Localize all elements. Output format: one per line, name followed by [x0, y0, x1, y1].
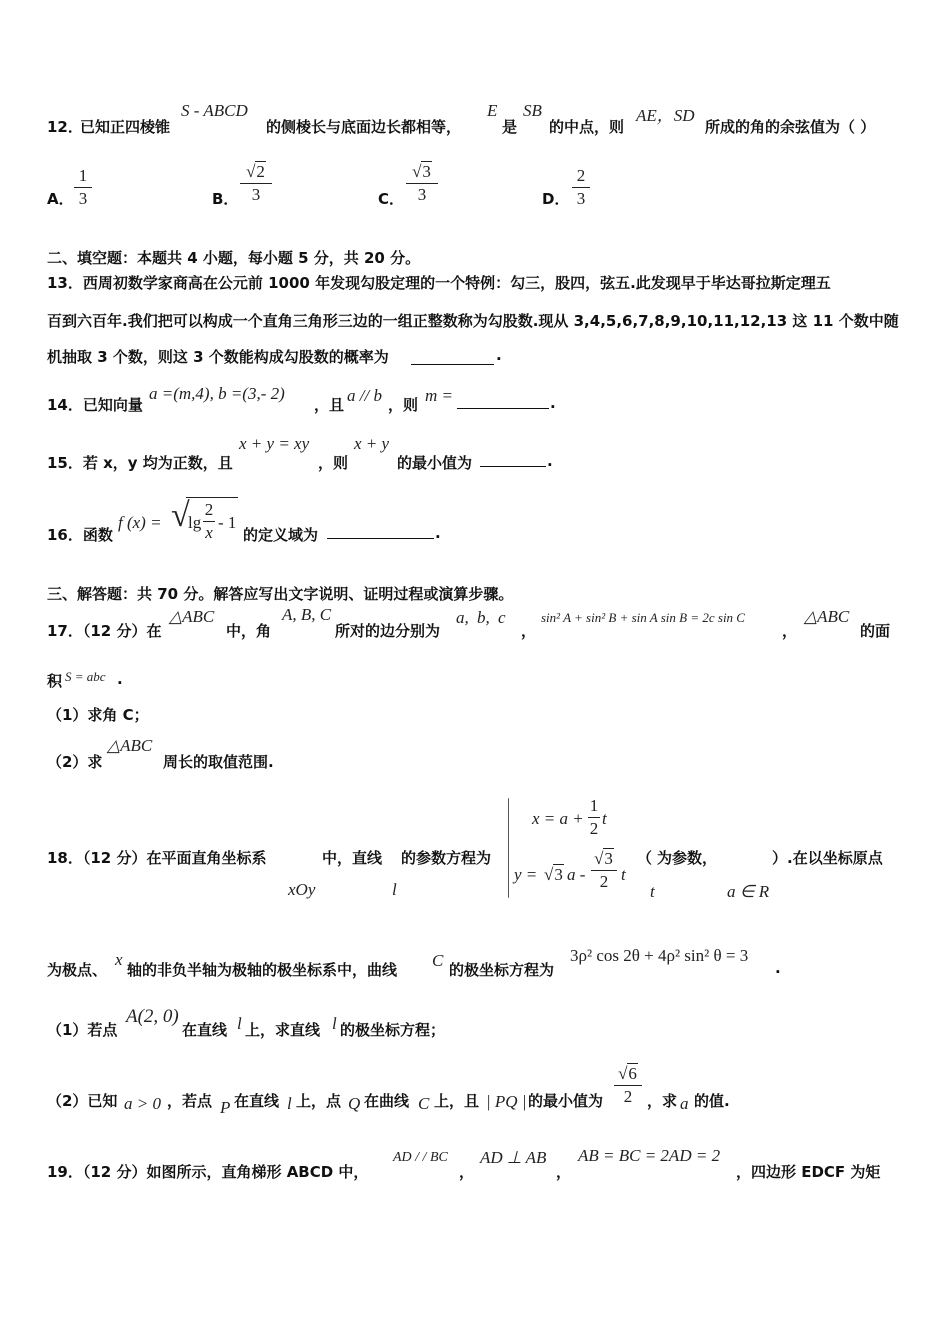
option-d-label[interactable]: D． [542, 190, 570, 208]
sqrt-expression: √3 [544, 865, 563, 884]
question-text: ，则 [388, 396, 419, 414]
option-c-fraction: √3 3 [406, 162, 438, 205]
question-text: 中，角 [226, 622, 272, 640]
math-l: l [237, 1014, 242, 1033]
question-text: 为极点、 [47, 961, 108, 979]
question-text: 所对的边分别为 [335, 622, 441, 640]
question-text: ，四边形 EDCF 为矩 [736, 1163, 881, 1181]
fraction: 2 x [204, 500, 214, 542]
punctuation: . [550, 394, 556, 412]
punctuation: ， [556, 1163, 572, 1181]
math-t: t [621, 865, 626, 884]
question-text: 轴的非负半轴为极轴的极坐标系中，曲线 [127, 961, 398, 979]
sub-question: ，求 [647, 1092, 678, 1110]
option-b-label[interactable]: B． [212, 190, 239, 208]
math-expression: a > 0 [124, 1094, 161, 1113]
section-heading: 三、解答题：共 70 分。解答应写出文字说明、证明过程或演算步骤。 [47, 585, 514, 603]
math-expression: a // b [347, 386, 382, 405]
brace-icon [508, 798, 509, 898]
punctuation: （ [637, 849, 653, 867]
equation-y: y = [514, 865, 538, 884]
punctuation: . [117, 670, 123, 688]
answer-blank[interactable] [480, 450, 546, 467]
sub-question: 在直线 [234, 1092, 280, 1110]
sub-question: 在直线 [182, 1021, 228, 1039]
math-expression: AD ⊥ AB [480, 1148, 547, 1167]
question-text: 的极坐标方程为 [449, 961, 555, 979]
punctuation: ， [459, 1163, 475, 1181]
sub-question: 的最小值为 [528, 1092, 604, 1110]
sqrt-icon: √ [171, 497, 190, 534]
math-expression: a, b, c [456, 608, 506, 627]
math-expression: S - ABCD [181, 101, 248, 120]
question-text: 14．已知向量 [47, 396, 143, 414]
question-text: 的中点，则 [549, 118, 625, 136]
math-x: x [115, 950, 123, 969]
question-text: 所成的角的余弦值为（ ） [705, 118, 876, 136]
question-text: 中，直线 [322, 849, 383, 867]
math-expression: | PQ | [486, 1092, 527, 1111]
math-expression: f (x) = [118, 513, 162, 532]
question-text: 机抽取 3 个数，则这 3 个数能构成勾股数的概率为 [47, 348, 389, 366]
option-d-fraction: 2 3 [572, 166, 590, 209]
question-text: ，且 [314, 396, 345, 414]
punctuation: . [547, 452, 553, 470]
math-c: C [418, 1094, 430, 1113]
question-text: 13．西周初数学家商高在公元前 1000 年发现勾股定理的一个特例：勾三，股四，弦五.此发现早于毕达哥拉斯定理五 [47, 274, 831, 292]
sub-question: 在曲线 [364, 1092, 410, 1110]
question-text: 的定义域为 [243, 526, 319, 544]
equation-x: x = a + [532, 809, 584, 828]
sub-question: 上，求直线 [245, 1021, 321, 1039]
math-expression: △ABC [804, 607, 850, 626]
option-a-fraction: 1 3 [74, 166, 92, 209]
punctuation: ， [782, 622, 798, 640]
question-text: 17．（12 分）在 [47, 622, 162, 640]
math-expression: - 1 [218, 513, 237, 532]
punctuation: ， [521, 622, 537, 640]
question-text: 19．（12 分）如图所示，直角梯形 ABCD 中， [47, 1163, 369, 1181]
math-expression: sin² A + sin² B + sin A sin B = 2c sin C [541, 610, 745, 625]
sub-question: 的极坐标方程； [340, 1021, 446, 1039]
option-b-fraction: √2 3 [240, 162, 272, 205]
math-c: C [432, 951, 444, 970]
math-xoy: xOy [288, 880, 316, 899]
math-expression: S = abc [65, 669, 106, 684]
question-text: 18．（12 分）在平面直角坐标系 [47, 849, 267, 867]
question-text: 的最小值为 [397, 454, 473, 472]
math-expression: AD / / BC [393, 1150, 448, 1165]
punctuation: . [435, 524, 441, 542]
sub-question: 的值. [694, 1092, 730, 1110]
fraction: √3 2 [591, 849, 617, 892]
sub-question: ，若点 [167, 1092, 213, 1110]
question-text: 15．若 x，y 均为正数，且 [47, 454, 233, 472]
math-expression: AE，SD [636, 106, 695, 125]
sub-question: 上，点 [296, 1092, 342, 1110]
question-text: ）.在以坐标原点 [772, 849, 883, 867]
math-l: l [287, 1094, 292, 1113]
question-text: 的面 [860, 622, 891, 640]
math-expression: E [487, 101, 498, 120]
math-expression: A, B, C [282, 605, 332, 624]
math-expression: AB = BC = 2AD = 2 [578, 1146, 721, 1165]
answer-blank[interactable] [411, 346, 494, 365]
math-l: l [332, 1014, 337, 1033]
section-heading: 二、填空题：本题共 4 小题，每小题 5 分，共 20 分。 [47, 249, 421, 267]
math-lg: lg [188, 513, 202, 532]
question-text: 16．函数 [47, 526, 113, 544]
sub-question: （1）若点 [47, 1021, 118, 1039]
option-c-label[interactable]: C． [378, 190, 405, 208]
math-a: a [680, 1094, 689, 1113]
math-expression: △ABC [107, 736, 153, 755]
question-text: 的参数方程为 [401, 849, 492, 867]
sub-question: 上，且 [434, 1092, 480, 1110]
answer-blank[interactable] [457, 392, 549, 409]
option-a-label[interactable]: A． [47, 190, 74, 208]
math-l: l [392, 880, 397, 899]
math-expression: a =(m,4), b =(3,- 2) [149, 384, 285, 403]
question-text: 已知正四棱锥 [80, 118, 171, 136]
math-expression: SB [523, 101, 542, 120]
question-text: ，则 [318, 454, 349, 472]
punctuation: . [496, 346, 502, 364]
math-expression: m = [425, 386, 453, 405]
fraction: 1 2 [589, 796, 599, 838]
math-expression: 3ρ² cos 2θ + 4ρ² sin² θ = 3 [570, 946, 749, 965]
math-expression: x + y = xy [239, 434, 310, 453]
fraction: √6 2 [614, 1064, 642, 1107]
sub-question: （1）求角 C； [47, 706, 149, 724]
sub-question: 周长的取值范围. [163, 753, 274, 771]
sub-question: （2）求 [47, 753, 103, 771]
math-expression: △ABC [169, 607, 215, 626]
math-q: Q [348, 1094, 361, 1113]
sub-question: （2）已知 [47, 1092, 118, 1110]
math-p: P [220, 1098, 231, 1117]
punctuation: . [775, 959, 781, 977]
question-number: 12． [47, 118, 83, 136]
sqrt-overline [186, 497, 238, 498]
math-t: t [650, 882, 655, 901]
math-expression: a ∈ R [727, 882, 770, 901]
question-text: 是 [502, 118, 518, 136]
math-point-a: A(2, 0) [126, 1006, 179, 1027]
question-text: 积 [47, 672, 63, 690]
answer-blank[interactable] [327, 522, 434, 539]
question-text: 为参数， [657, 849, 718, 867]
math-expression: x + y [354, 434, 390, 453]
question-text: 的侧棱长与底面边长都相等， [266, 118, 462, 136]
question-text: 百到六百年.我们把可以构成一个直角三角形三边的一组正整数称为勾股数.现从 3,4,5,6,7,8,9,10,11,12,13 这 11 个数中随 [47, 312, 899, 330]
math-t: t [602, 809, 607, 828]
math-expression: a - [567, 865, 586, 884]
